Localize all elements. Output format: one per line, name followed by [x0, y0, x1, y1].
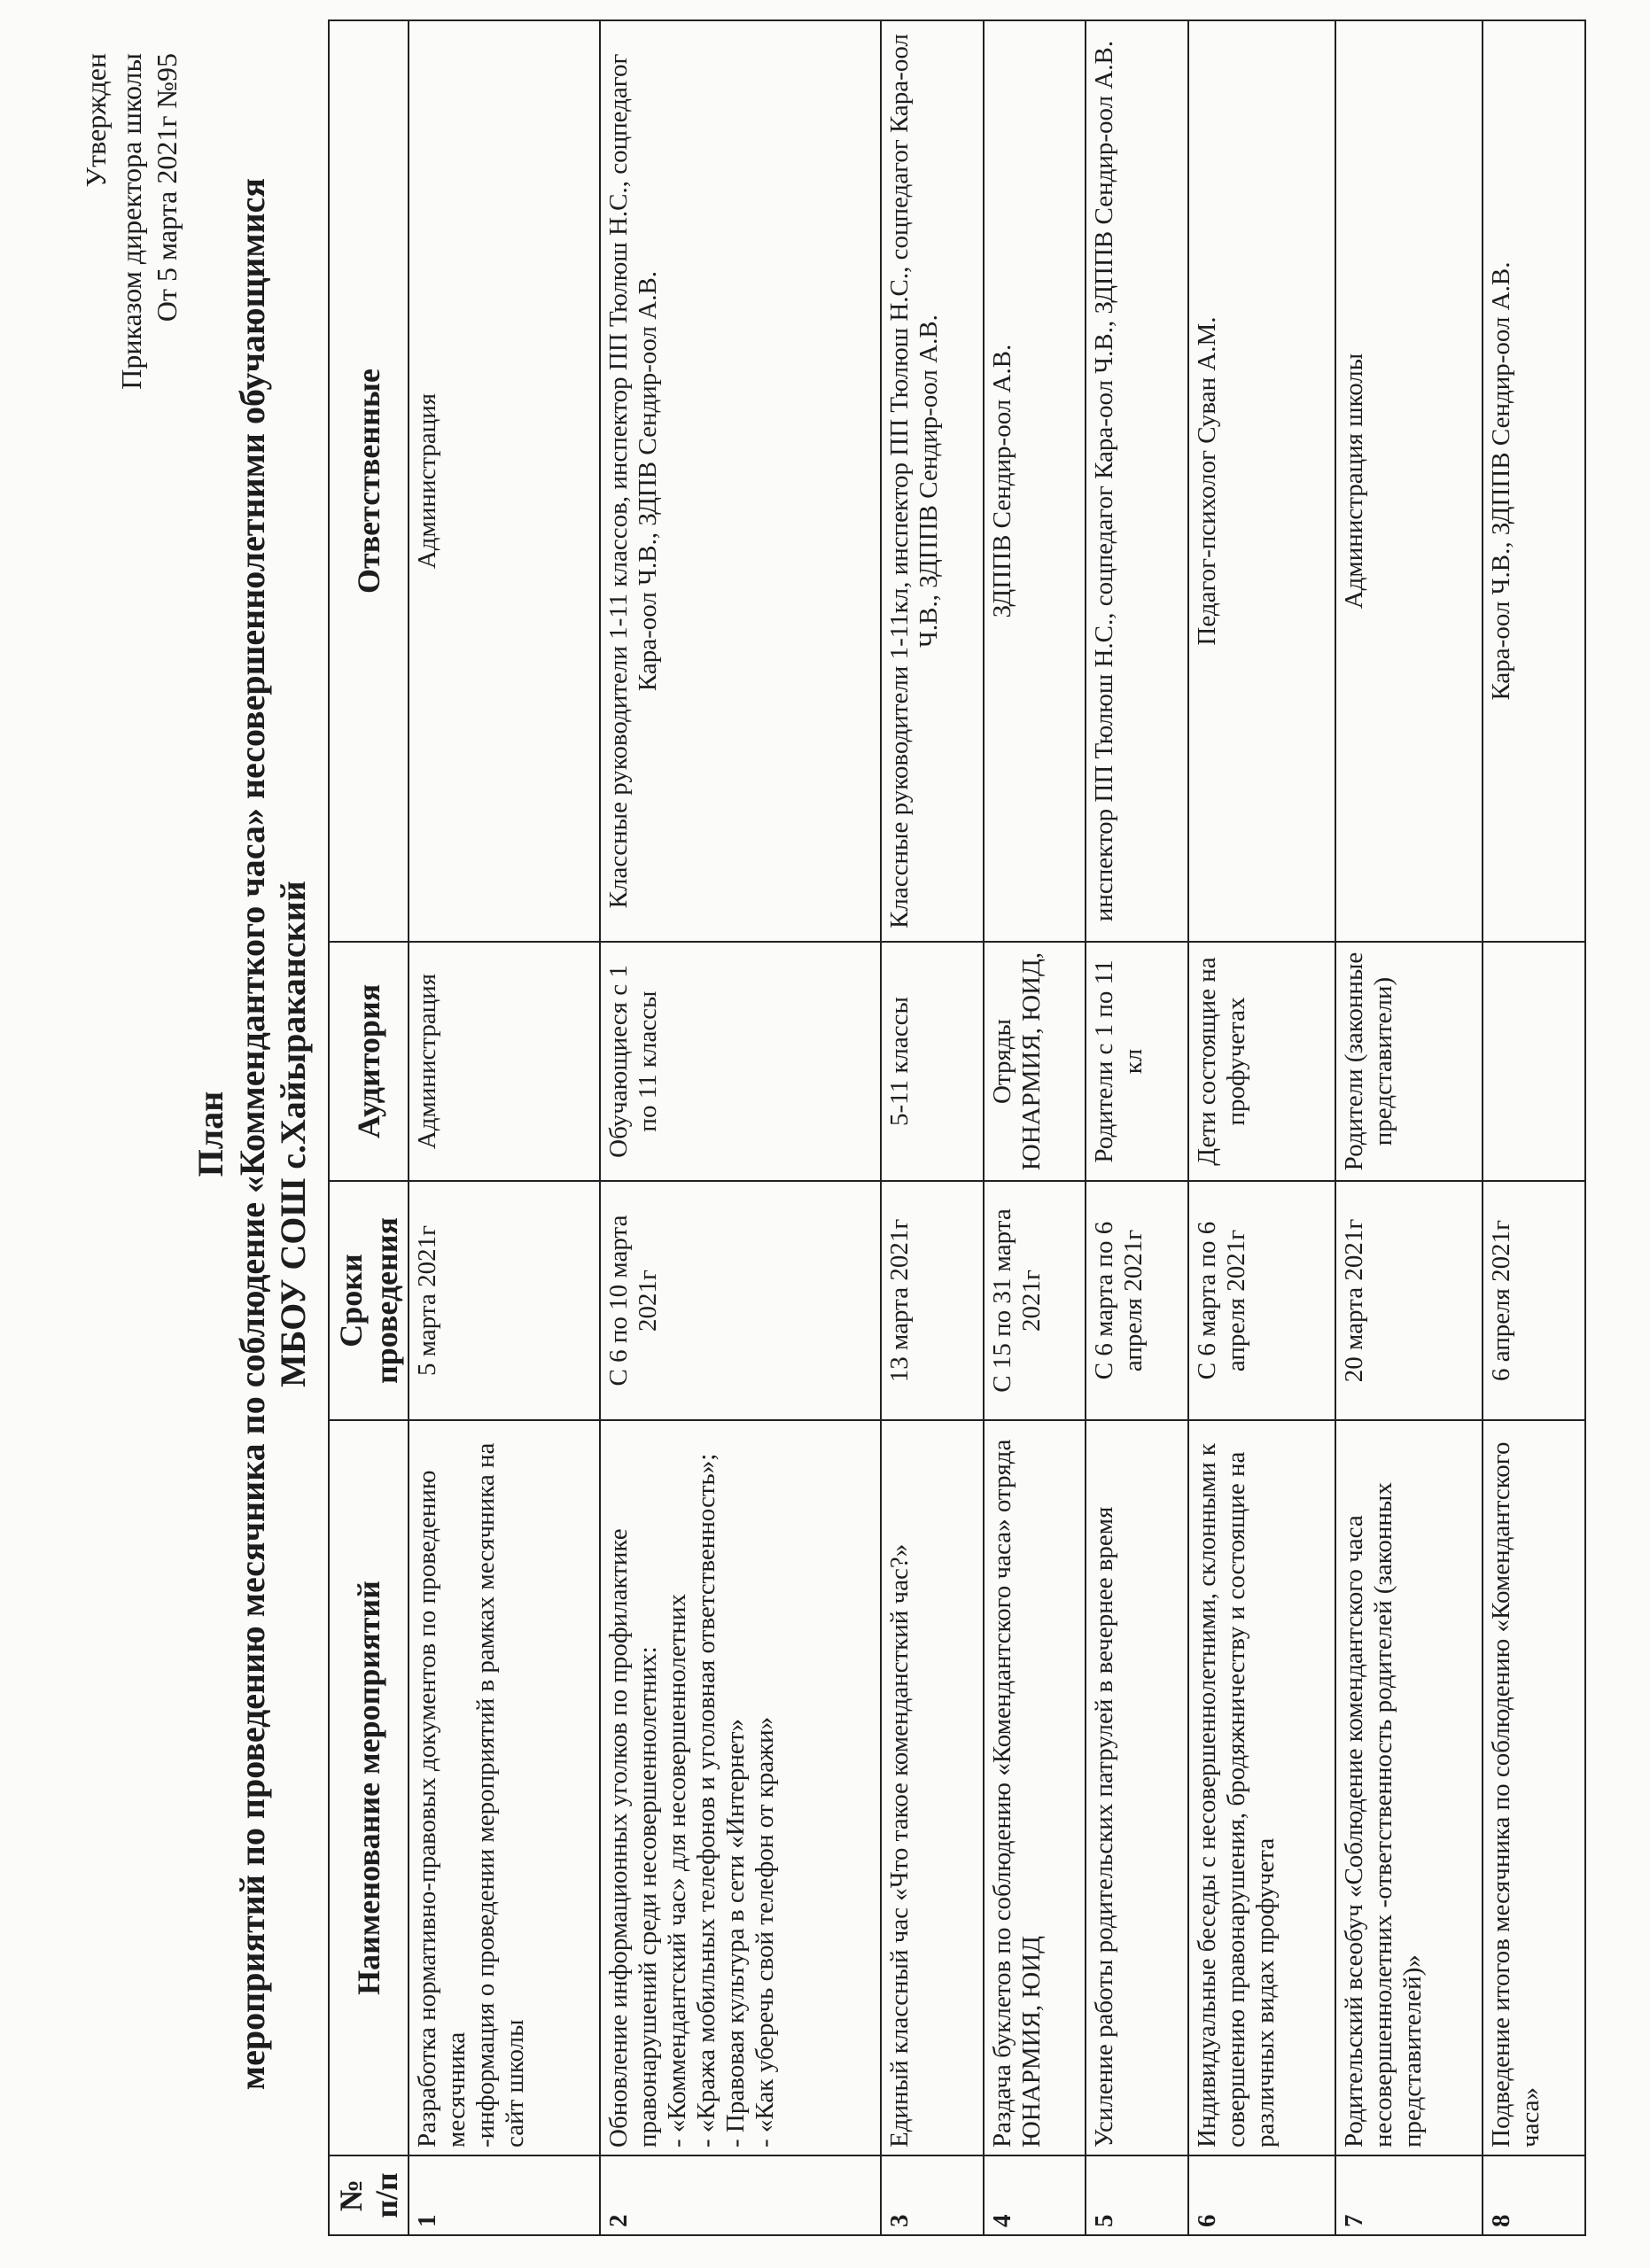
cell-audience: 5-11 классы: [881, 942, 984, 1181]
cell-responsible: Администрация: [409, 20, 600, 942]
cell-name-line: Родительский всеобуч «Соблюдение комендантского часа несовершеннолетних -ответственность родителей (законных представителей)»: [1340, 1482, 1428, 2148]
cell-name-line: - «Как уберечь свой телефон от кражи»: [751, 1716, 780, 2148]
table-row: [1188, 20, 1335, 2235]
cell-date: 5 марта 2021г: [409, 1181, 600, 1420]
cell-name: [409, 1420, 600, 2155]
cell-audience: Отряды ЮНАРМИЯ, ЮИД,: [984, 942, 1086, 1181]
cell-date: С 15 по 31 марта 2021г: [984, 1181, 1086, 1420]
cell-responsible: Классные руководители 1-11кл, инспектор ПП Тюлюш Н.С., соцпедагог Кара-оол Ч.В., ЗДППВ Сендир-оол А.В.: [881, 20, 984, 942]
cell-name: [1188, 1420, 1335, 2155]
approval-line-3: От 5 марта 2021г №95: [151, 53, 183, 322]
table-row: [1335, 20, 1483, 2235]
cell-date: 20 марта 2021г: [1335, 1181, 1483, 1420]
cell-name-line: - «Кража мобильных телефонов и уголовная ответственность»;: [692, 1453, 721, 2148]
table-row: [600, 20, 881, 2235]
cell-num: 4: [984, 2155, 1086, 2235]
cell-name: [881, 1420, 984, 2155]
cell-name: [1335, 1420, 1483, 2155]
table-row: [984, 20, 1086, 2235]
plan-subtitle: мероприятий по проведению месячника по соблюдение «Комменданткого часа» несовершеннолетними обучающимися МБОУ СОШ с.Хайыраканский: [232, 177, 313, 2091]
cell-date: С 6 марта по 6 апреля 2021г: [1188, 1181, 1335, 1420]
cell-num: 5: [1086, 2155, 1188, 2235]
cell-name-line: - «Коммендантский час» для несовершеннолетних: [663, 1594, 692, 2148]
cell-name-line: Подведение итогов месячника по соблюдению «Комендантского часа»: [1487, 1441, 1545, 2148]
header-name: Наименование мероприятий: [329, 1420, 409, 2155]
cell-name-line: -информация о проведении мероприятий в рамках месячника на сайт школы: [471, 1442, 529, 2148]
table-header-row: [329, 20, 409, 2235]
cell-num: 6: [1188, 2155, 1335, 2235]
cell-name: [600, 1420, 881, 2155]
cell-name: [1483, 1420, 1585, 2155]
cell-responsible: Педагог-психолог Суван А.М.: [1188, 20, 1335, 942]
approval-block: [78, 53, 184, 496]
cell-audience: Родители (законные представители): [1335, 942, 1483, 1181]
cell-name-line: Разработка нормативно-правовых документов по проведению месячника: [413, 1470, 471, 2148]
table-row: [409, 20, 600, 2235]
cell-date: С 6 марта по 6 апреля 2021г: [1086, 1181, 1188, 1420]
cell-responsible: инспектор ПП Тюлюш Н.С., соцпедагог Кара-оол Ч.В., ЗДППВ Сендир-оол А.В.: [1086, 20, 1188, 942]
table-row: [1086, 20, 1188, 2235]
cell-name-line: Единый классный час «Что такое комендансткий час?»: [885, 1543, 915, 2148]
cell-num: 2: [600, 2155, 881, 2235]
cell-audience: [1483, 942, 1585, 1181]
plan-table: [328, 19, 1586, 2236]
cell-responsible: Классные руководители 1-11 классов, инспектор ПП Тюлюш Н.С., соцпедагог Кара-оол Ч.В., ЗДПВ Сендир-оол А.В.: [600, 20, 881, 942]
cell-responsible: ЗДППВ Сендир-оол А.В.: [984, 20, 1086, 942]
plan-title: План: [191, 1091, 230, 1177]
header-num: № п/п: [329, 2155, 409, 2235]
cell-name-line: - Правовая культура в сети «Интернет»: [721, 1719, 751, 2148]
cell-num: 7: [1335, 2155, 1483, 2235]
cell-date: С 6 по 10 марта 2021г: [600, 1181, 881, 1420]
cell-name: [984, 1420, 1086, 2155]
cell-num: 3: [881, 2155, 984, 2235]
header-responsible: Ответственные: [329, 20, 409, 942]
cell-audience: Обучающиеся с 1 по 11 классы: [600, 942, 881, 1181]
cell-audience: Администрация: [409, 942, 600, 1181]
table-row: [1483, 20, 1585, 2235]
cell-name-line: Индивидуальные беседы с несовершеннолетними, склонными к совершению правонарушения, бродяжничеству и состоящие на различных видах профучета: [1193, 1443, 1280, 2148]
cell-audience: Дети состоящие на профучетах: [1188, 942, 1335, 1181]
cell-audience: Родители с 1 по 11 кл: [1086, 942, 1188, 1181]
approval-line-1: Утвержден: [80, 53, 112, 188]
cell-name-line: Раздача буклетов по соблюдению «Комендантского часа» отряда ЮНАРМИЯ, ЮИД: [987, 1439, 1046, 2148]
cell-date: 6 апреля 2021г: [1483, 1181, 1585, 1420]
header-date: Сроки проведения: [329, 1181, 409, 1420]
cell-name-line: Усиление работы родительских патрулей в вечернее время: [1090, 1506, 1119, 2148]
cell-num: 1: [409, 2155, 600, 2235]
approval-line-2: Приказом директора школы: [115, 53, 147, 390]
cell-responsible: Кара-оол Ч.В., ЗДППВ Сендир-оол А.В.: [1483, 20, 1585, 942]
cell-name-line: Обновление информационных уголков по профилактике правонарушений среди несовершеннолетних:: [604, 1528, 663, 2148]
cell-num: 8: [1483, 2155, 1585, 2235]
table-row: [881, 20, 984, 2235]
cell-name: [1086, 1420, 1188, 2155]
cell-responsible: Администрация школы: [1335, 20, 1483, 942]
header-audience: Аудитория: [329, 942, 409, 1181]
cell-date: 13 марта 2021г: [881, 1181, 984, 1420]
